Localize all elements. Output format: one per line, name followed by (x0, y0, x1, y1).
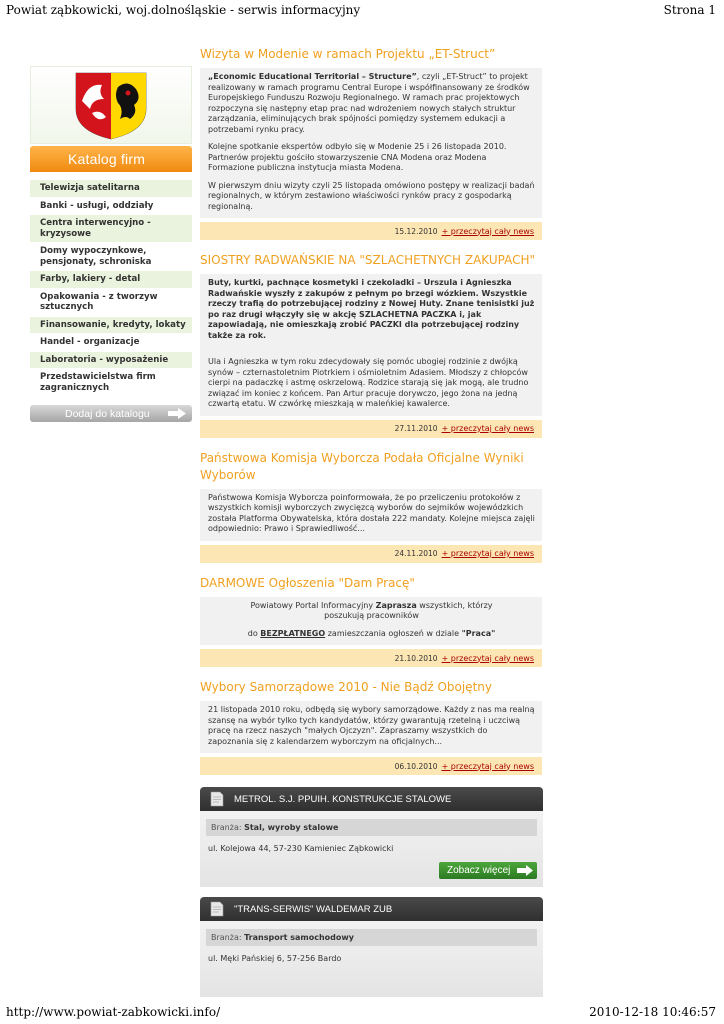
news-title[interactable]: SIOSTRY RADWAŃSKIE NA "SZLACHETNYCH ZAKUPACH" (200, 253, 536, 267)
catalog-item[interactable]: Przedstawicielstwa firm zagranicznych (30, 369, 192, 397)
see-more-label: Zobacz więcej (447, 865, 511, 876)
news-text-bold: "Praca" (461, 628, 496, 638)
company-name: METROL. S.J. PPUIH. KONSTRUKCJE STALOWE (234, 793, 452, 805)
company-branza (206, 819, 537, 836)
read-more-link[interactable]: + przeczytaj cały news (441, 424, 534, 433)
news-date: 21.10.2010 (394, 653, 438, 663)
news-paragraph (208, 629, 535, 640)
catalog-item[interactable]: Laboratoria - wyposażenie (30, 352, 192, 370)
catalog-item[interactable]: Domy wypoczynkowe, pensjonaty, schroniska (30, 243, 192, 271)
company-branza (206, 929, 537, 946)
catalog-item[interactable]: Finansowanie, kredyty, lokaty (30, 317, 192, 335)
company-name: "TRANS-SERWIS" WALDEMAR ZUB (234, 903, 393, 915)
company-card (200, 897, 543, 997)
news-body (200, 597, 542, 646)
branza-value: Stal, wyroby stalowe (244, 823, 339, 832)
news-footer (200, 649, 542, 667)
news-body (200, 274, 542, 416)
branza-label: Branża: (211, 823, 242, 832)
catalog-item[interactable]: Banki - usługi, oddziały (30, 198, 192, 216)
branza-value: Transport samochodowy (244, 933, 355, 942)
company-address: ul. Męki Pańskiej 6, 57-256 Bardo (208, 954, 342, 963)
news-title[interactable]: Wizyta w Modenie w ramach Projektu „ET-Struct” (200, 47, 496, 61)
news-text-bold: Zaprasza (375, 600, 417, 610)
catalog-item[interactable]: Farby, lakiery - detal (30, 271, 192, 289)
news-date: 15.12.2010 (394, 226, 438, 236)
news-footer (200, 420, 542, 438)
news-item (200, 252, 542, 438)
news-title[interactable]: Państwowa Komisja Wyborcza Podała Oficjalne Wyniki Wyborów (200, 450, 524, 482)
news-paragraph (208, 601, 535, 622)
document-icon (210, 791, 224, 807)
news-body (200, 489, 542, 541)
add-to-catalog-button[interactable] (30, 405, 192, 422)
news-paragraph: Państwowa Komisja Wyborcza poinformowała, że po przeliczeniu protokołów z wszystkich komisji wyborczych zwycięzcą wyborów do sejmików wojewódzkich została Platforma Obywatelska, która dostała 222 mandaty. Kolejne miejsca zajęli odpowiednio: Prawo i Sprawiedliwość... (208, 492, 535, 533)
catalog-item[interactable]: Handel - organizacje (30, 334, 192, 352)
news-body (200, 68, 542, 218)
news-text: Powiatowy Portal Informacyjny (250, 600, 376, 610)
news-item (200, 46, 542, 240)
news-paragraph: Ula i Agnieszka w tym roku zdecydowały się pomóc ubogiej rodzinie z dwójką synów – czternastoletnim Piotrkiem i ośmioletnim Adasiem. Młodszy z chłopców cierpi na padaczkę i astmę oskrzelową. Rodzice starają się jak mogą, ale trudno związać im koniec z końcem. Pan Artur pracuje dorywczo, jego żona na jedną czwartą etatu. W czwórkę mieszkają w maleńkiej kawalerce. (208, 357, 529, 408)
main-content (200, 46, 542, 1007)
add-to-catalog-label: Dodaj do katalogu (65, 407, 150, 420)
news-date: 06.10.2010 (394, 761, 438, 771)
print-header-title: Powiat ząbkowicki, woj.dolnośląskie - serwis informacyjny (6, 3, 361, 17)
catalog-item[interactable]: Centra interwencyjno - kryzysowe (30, 215, 192, 243)
news-item (200, 679, 542, 775)
news-date: 24.11.2010 (394, 549, 438, 558)
catalog-item[interactable]: Opakowania - z tworzyw sztucznych (30, 289, 192, 317)
read-more-link[interactable]: + przeczytaj cały news (441, 653, 534, 663)
news-footer (200, 545, 542, 563)
branza-label: Branża: (211, 933, 242, 942)
news-paragraph: 21 listopada 2010 roku, odbędą się wybory samorządowe. Każdy z nas ma realną szansę na wybór tylko tych kandydatów, którzy gwarantują rzetelną i uczciwą pracę na rzecz naszych "małych Ojczyzn". Zapraszamy wszystkich do zapoznania się z kalendarzem wyborczym na oficjalnych... (208, 705, 535, 746)
news-text-bold: BEZPŁATNEGO (260, 628, 326, 638)
news-lead-bold: „Economic Educational Territorial – Structure” (208, 72, 417, 81)
news-text: wszystkich, którzy poszukują pracowników (324, 600, 493, 620)
news-paragraph: W pierwszym dniu wizyty czyli 25 listopada omówiono postępy w realizacji badań regionalnych, w którym zestawiono właściwości rynków pracy z gospodarką regionalną. (208, 180, 535, 211)
print-footer-url[interactable]: http://www.powiat-zabkowicki.info/ (6, 1005, 221, 1019)
read-more-link[interactable]: + przeczytaj cały news (441, 761, 534, 771)
company-header[interactable] (200, 897, 543, 921)
see-more-button[interactable] (439, 862, 537, 879)
arrow-right-icon (517, 865, 533, 876)
print-footer-datetime: 2010-12-18 10:46:57 (589, 1005, 716, 1019)
arrow-right-icon (168, 408, 186, 419)
news-paragraph: Kolejne spotkanie ekspertów odbyło się w Modenie 25 i 26 listopada 2010. Partnerów projektu gościło stowarzyszenie CNA Modena oraz Modena Formazione publiczna instytucja miasta Modena. (208, 142, 507, 172)
news-item (200, 575, 542, 668)
company-body (200, 921, 543, 997)
news-text: do (247, 628, 261, 638)
crest-logo[interactable] (30, 66, 192, 144)
news-paragraph (208, 278, 535, 341)
coat-of-arms-icon (72, 69, 150, 141)
news-date: 27.11.2010 (394, 424, 438, 433)
news-text: zamieszczania ogłoszeń w dziale (325, 628, 462, 638)
news-lead-rest: , czyli „ET-Struct” to projekt realizowany w ramach programu Central Europe i współfinansowany ze środków Europejskiego Funduszu Rozwoju Regionalnego. W ramach prac projektowych rozpoczyna się następny etap prac nad wdrożeniem nowych stałych struktur zarządzania, eliminujących brak spójności pomiędzy systemem edukacji a potrzebami rynku pracy. (208, 72, 530, 134)
company-body (200, 811, 543, 887)
catalog-list (30, 180, 192, 397)
print-header (0, 0, 724, 22)
news-footer (200, 222, 542, 240)
catalog-banner: Katalog firm (30, 146, 192, 172)
catalog-item[interactable]: Telewizja satelitarna (30, 180, 192, 198)
company-card (200, 787, 543, 887)
read-more-link[interactable]: + przeczytaj cały news (441, 226, 534, 236)
news-body (200, 701, 542, 753)
read-more-link[interactable]: + przeczytaj cały news (441, 549, 534, 558)
print-header-page: Strona 1 (663, 3, 716, 17)
news-lead-bold: Buty, kurtki, pachnące kosmetyki i czekoladki – Urszula i Agnieszka Radwańskie wyszły z zakupów z pełnym po brzegi wózkiem. Wszystkie rzeczy trafią do potrzebującej rodziny z Nowej Huty. Znane tenisistki już po raz drugi włączyły się w akcję SZLACHETNA PACZKA i, jak zapowiadają, nie omieszkają zrobić PACZKI dla potrzebującej rodziny także za rok. (208, 278, 535, 340)
news-item (200, 450, 542, 563)
document-icon (210, 901, 224, 917)
company-address: ul. Kolejowa 44, 57-230 Kamieniec Ząbkowicki (208, 844, 394, 853)
news-footer (200, 757, 542, 775)
company-header[interactable] (200, 787, 543, 811)
print-footer (0, 1002, 724, 1024)
news-title[interactable]: Wybory Samorządowe 2010 - Nie Bądź Obojętny (200, 680, 492, 694)
news-title[interactable]: DARMOWE Ogłoszenia "Dam Pracę" (200, 575, 415, 590)
sidebar (30, 66, 192, 422)
news-paragraph (208, 72, 535, 135)
